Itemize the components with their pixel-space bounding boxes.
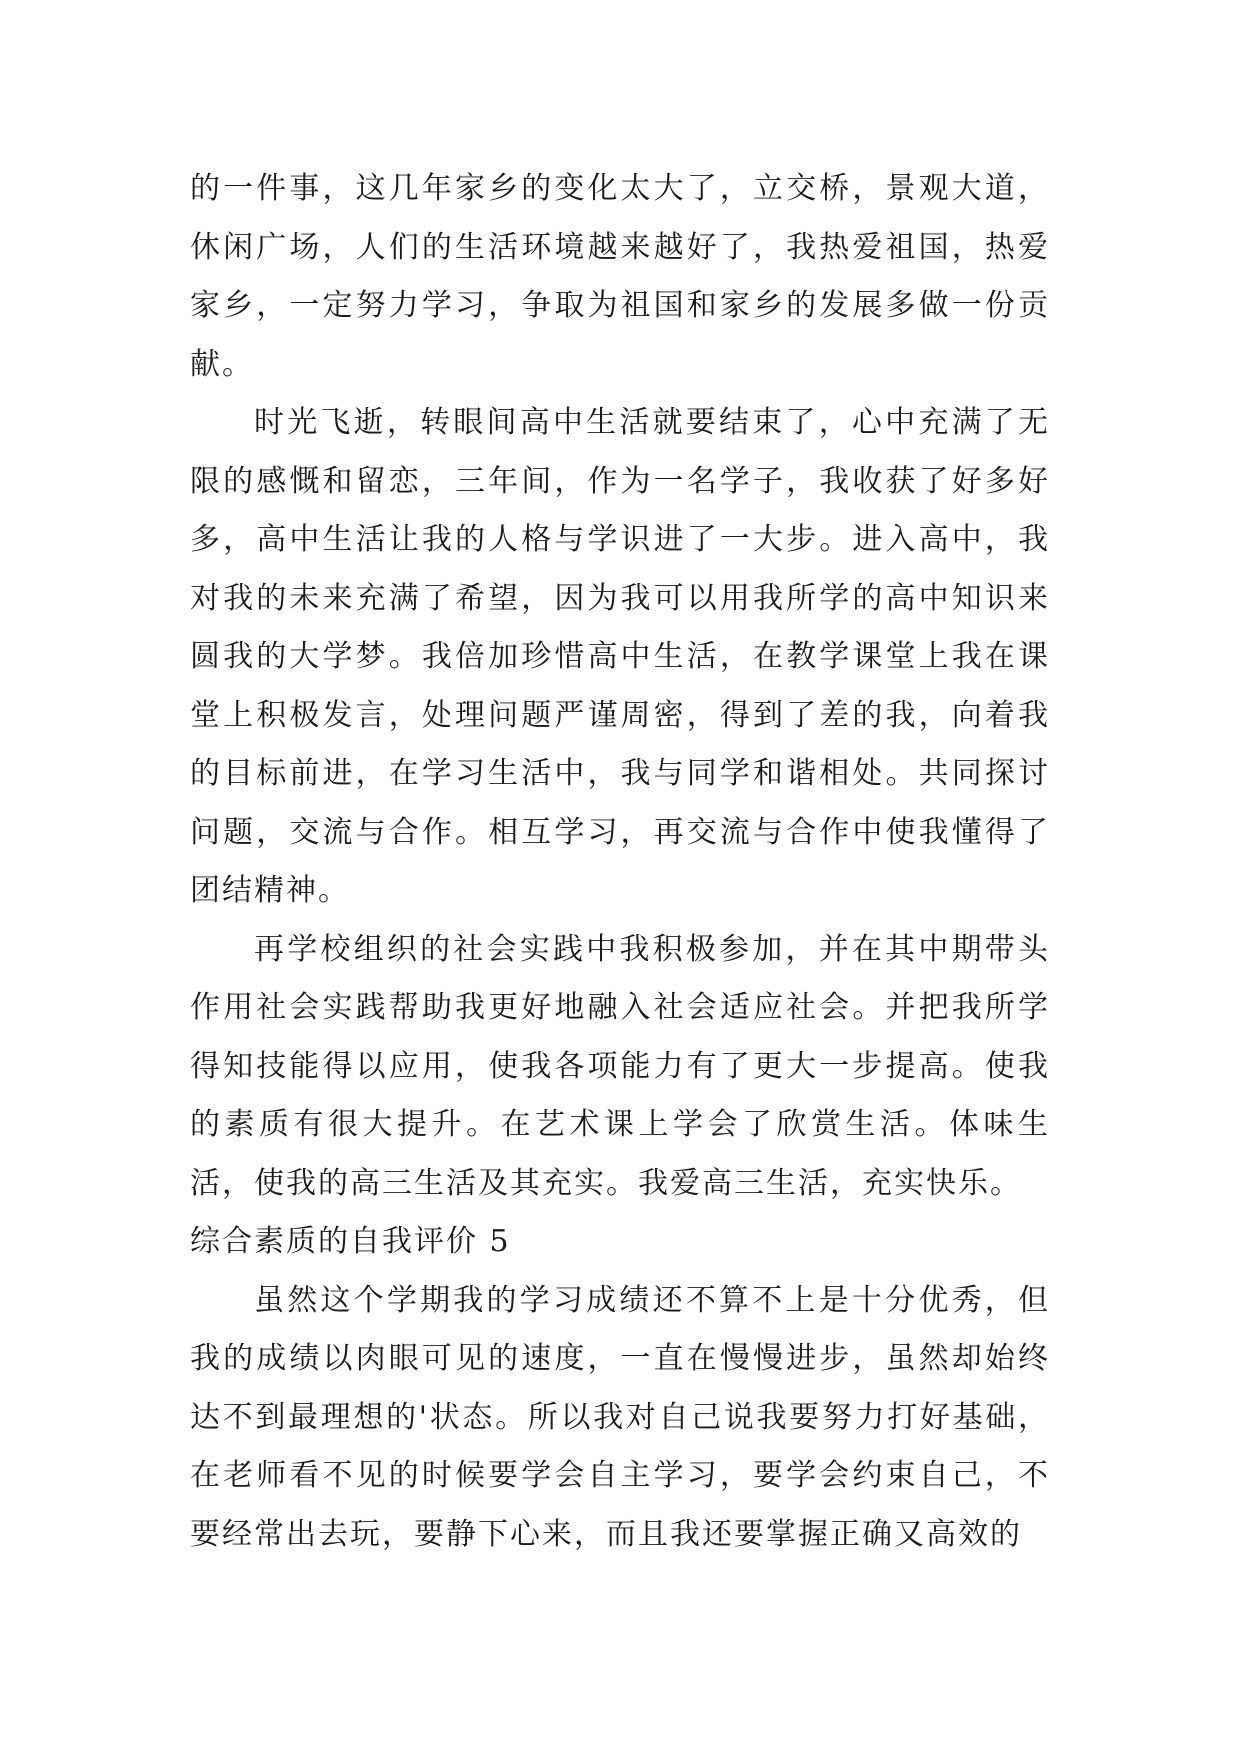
paragraph-social-practice: 再学校组织的社会实践中我积极参加，并在其中期带头作用社会实践帮助我更好地融入社会适应社会。并把我所学得知技能得以应用，使我各项能力有了更大一步提高。使我的素质有很大提升。在艺术课上学会了欣赏生活。体味生活，使我的高三生活及其充实。我爱高三生活，充实快乐。 <box>190 931 1050 1201</box>
document-body <box>190 160 1050 1564</box>
paragraph-study-progress: 虽然这个学期我的学习成绩还不算不上是十分优秀，但我的成绩以肉眼可见的速度，一直在慢慢进步，虽然却始终达不到最理想的'状态。所以我对自己说我要努力打好基础，在老师看不见的时候要学会自主学习，要学会约束自己，不要经常出去玩，要静下心来，而且我还要掌握正确又高效的 <box>190 1282 1050 1552</box>
section-heading: 综合素质的自我评价 5 <box>190 1224 511 1259</box>
paragraph-high-school-life: 时光飞逝，转眼间高中生活就要结束了，心中充满了无限的感慨和留恋，三年间，作为一名学子，我收获了好多好多，高中生活让我的人格与学识进了一大步。进入高中，我对我的未来充满了希望，因为我可以用我所学的高中知识来圆我的大学梦。我倍加珍惜高中生活，在教学课堂上我在课堂上积极发言，处理问题严谨周密，得到了差的我，向着我的目标前进，在学习生活中，我与同学和谐相处。共同探讨问题，交流与合作。相互学习，再交流与合作中使我懂得了团结精神。 <box>190 405 1050 908</box>
paragraph-hometown: 的一件事，这几年家乡的变化太大了，立交桥，景观大道，休闲广场，人们的生活环境越来越好了，我热爱祖国，热爱家乡，一定努力学习，争取为祖国和家乡的发展多做一份贡献。 <box>190 171 1050 382</box>
